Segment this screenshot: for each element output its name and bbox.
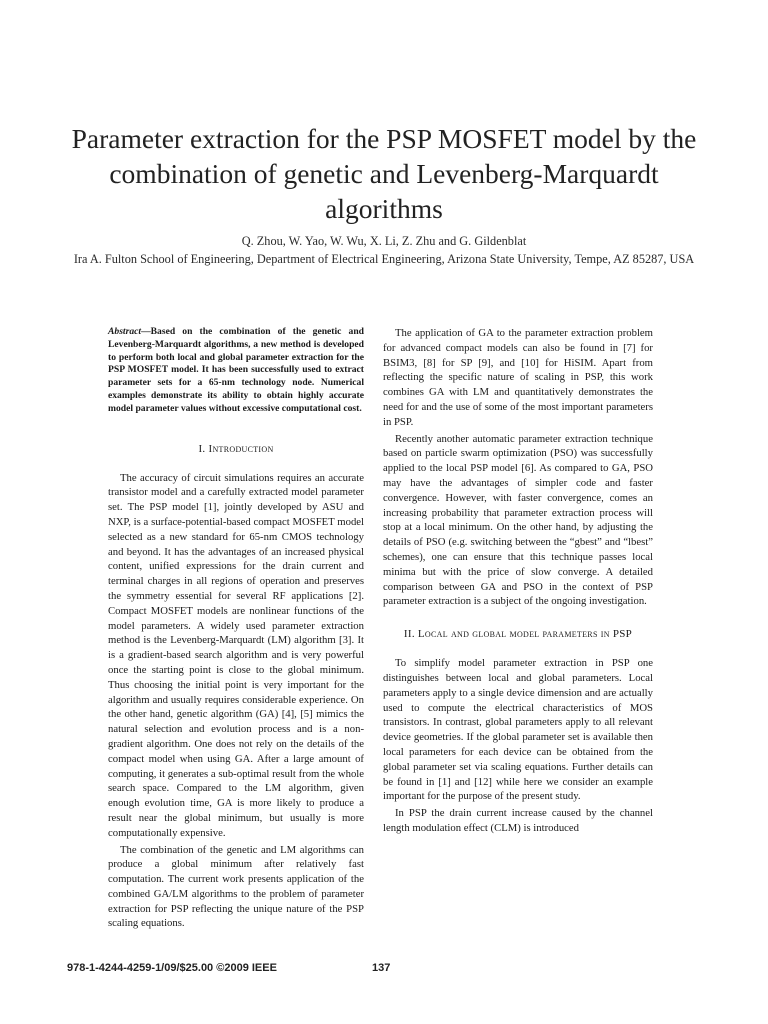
page-number: 137: [372, 962, 391, 974]
affiliation: Ira A. Fulton School of Engineering, Department of Electrical Engineering, Arizona State University, Tempe, AZ 85287, USA: [73, 252, 695, 266]
section-heading-local-global: II. Local and global model parameters in PSP: [403, 628, 633, 641]
abstract: [108, 326, 364, 416]
abstract-label: Abstract: [108, 326, 142, 337]
author-list: Q. Zhou, W. Yao, W. Wu, X. Li, Z. Zhu and G. Gildenblat: [241, 234, 527, 248]
section-heading-introduction: I. Introduction: [198, 442, 274, 455]
section2-paragraph-1: To simplify model parameter extraction in PSP one distinguishes between local and global parameters. Local parameters apply to a single device dimension and are actually used to compute the electrical characteristics of MOS transistors. In contrast, global parameters apply to all relevant device geometries. If the global parameter set is available then local parameters for each device can be obtained from the global parameter set via scaling equations. Further details can be found in [1] and [12] while here we consider an example important for the purpose of the present study.: [383, 657, 653, 803]
copyright-footer: 978-1-4244-4259-1/09/$25.00 ©2009 IEEE: [67, 962, 277, 974]
right-column: [383, 326, 653, 838]
intro-paragraph-2: The combination of the genetic and LM algorithms can produce a global minimum after relatively fast computation. The current work presents application of the combined GA/LM algorithms to the problem of parameter extraction for PSP reflecting the unique nature of the PSP scaling equations.: [108, 843, 364, 930]
abstract-text: —Based on the combination of the genetic and Levenberg-Marquardt algorithms, a new method is developed to perform both local and global parameter extraction for the PSP MOSFET model. It has been successfully used to extract parameter sets for a 65-nm technology node. Numerical examples demonstrate its ability to obtain highly accurate model parameter values without excessive computational cost.: [108, 326, 364, 414]
intro-paragraph-1: The accuracy of circuit simulations requires an accurate transistor model and a carefully extracted model parameter set. The PSP model [1], jointly developed by ASU and NXP, is a surface-potential-based compact MOSFET model selected as a new standard for 65-nm CMOS technology and beyond. It has the advantages of an increased physical content, unified expressions for the drain current and terminal charges in all regions of operation and preserves the symmetry essential for several RF applications [2]. Compact MOSFET models are nonlinear functions of the model parameters. A widely used parameter extraction method is the Levenberg-Marquardt (LM) algorithm [3]. It is a gradient-based search algorithm and is very powerful once the starting point is close to the global minimum. Thus choosing the initial point is very important for the algorithm and usually requires considerable experience. On the other hand, genetic algorithm (GA) [4], [5] mimics the natural selection and evolution process and is a non-gradient algorithm. One does not rely on the details of the compact model when using GA. After a large amount of computing, it generates a sub-optimal result from the whole search space. Compared to the LM algorithm, given enough evolution time, GA is more likely to produce a result near the global minimum, but usually is more computationally expensive.: [108, 471, 364, 839]
section2-paragraph-2: In PSP the drain current increase caused by the channel length modulation effect (CLM) is introduced: [383, 807, 653, 834]
intro-paragraph-3: The application of GA to the parameter extraction problem for advanced compact models can also be found in [7] for BSIM3, [8] for SP [9], and [10] for HiSIM. Apart from reflecting the specific nature of scaling in PSP, this work combines GA with LM and quantitatively demonstrates the need for and the use of some of the most important parameters in PSP.: [383, 327, 653, 428]
left-column: [108, 326, 364, 933]
paper-title: Parameter extraction for the PSP MOSFET model by the combination of genetic and Levenberg-Marquardt algorithms: [71, 123, 697, 224]
intro-paragraph-4: Recently another automatic parameter extraction technique based on particle swarm optimization (PSO) was successfully applied to the local PSP model [6]. As compared to GA, PSO may have the advantages of simpler code and faster convergence. However, with faster convergence, comes an increasing probability that parameter extraction process will stop at a local minimum. On the other hand, by adjusting the details of PSO (e.g. switching between the “gbest” and “lbest” schemes), one can ensure that this technique passes local minima but with the price of slow converge. A detailed comparison between GA and PSO in the context of PSP parameter extraction is a subject of the ongoing investigation.: [383, 432, 653, 608]
